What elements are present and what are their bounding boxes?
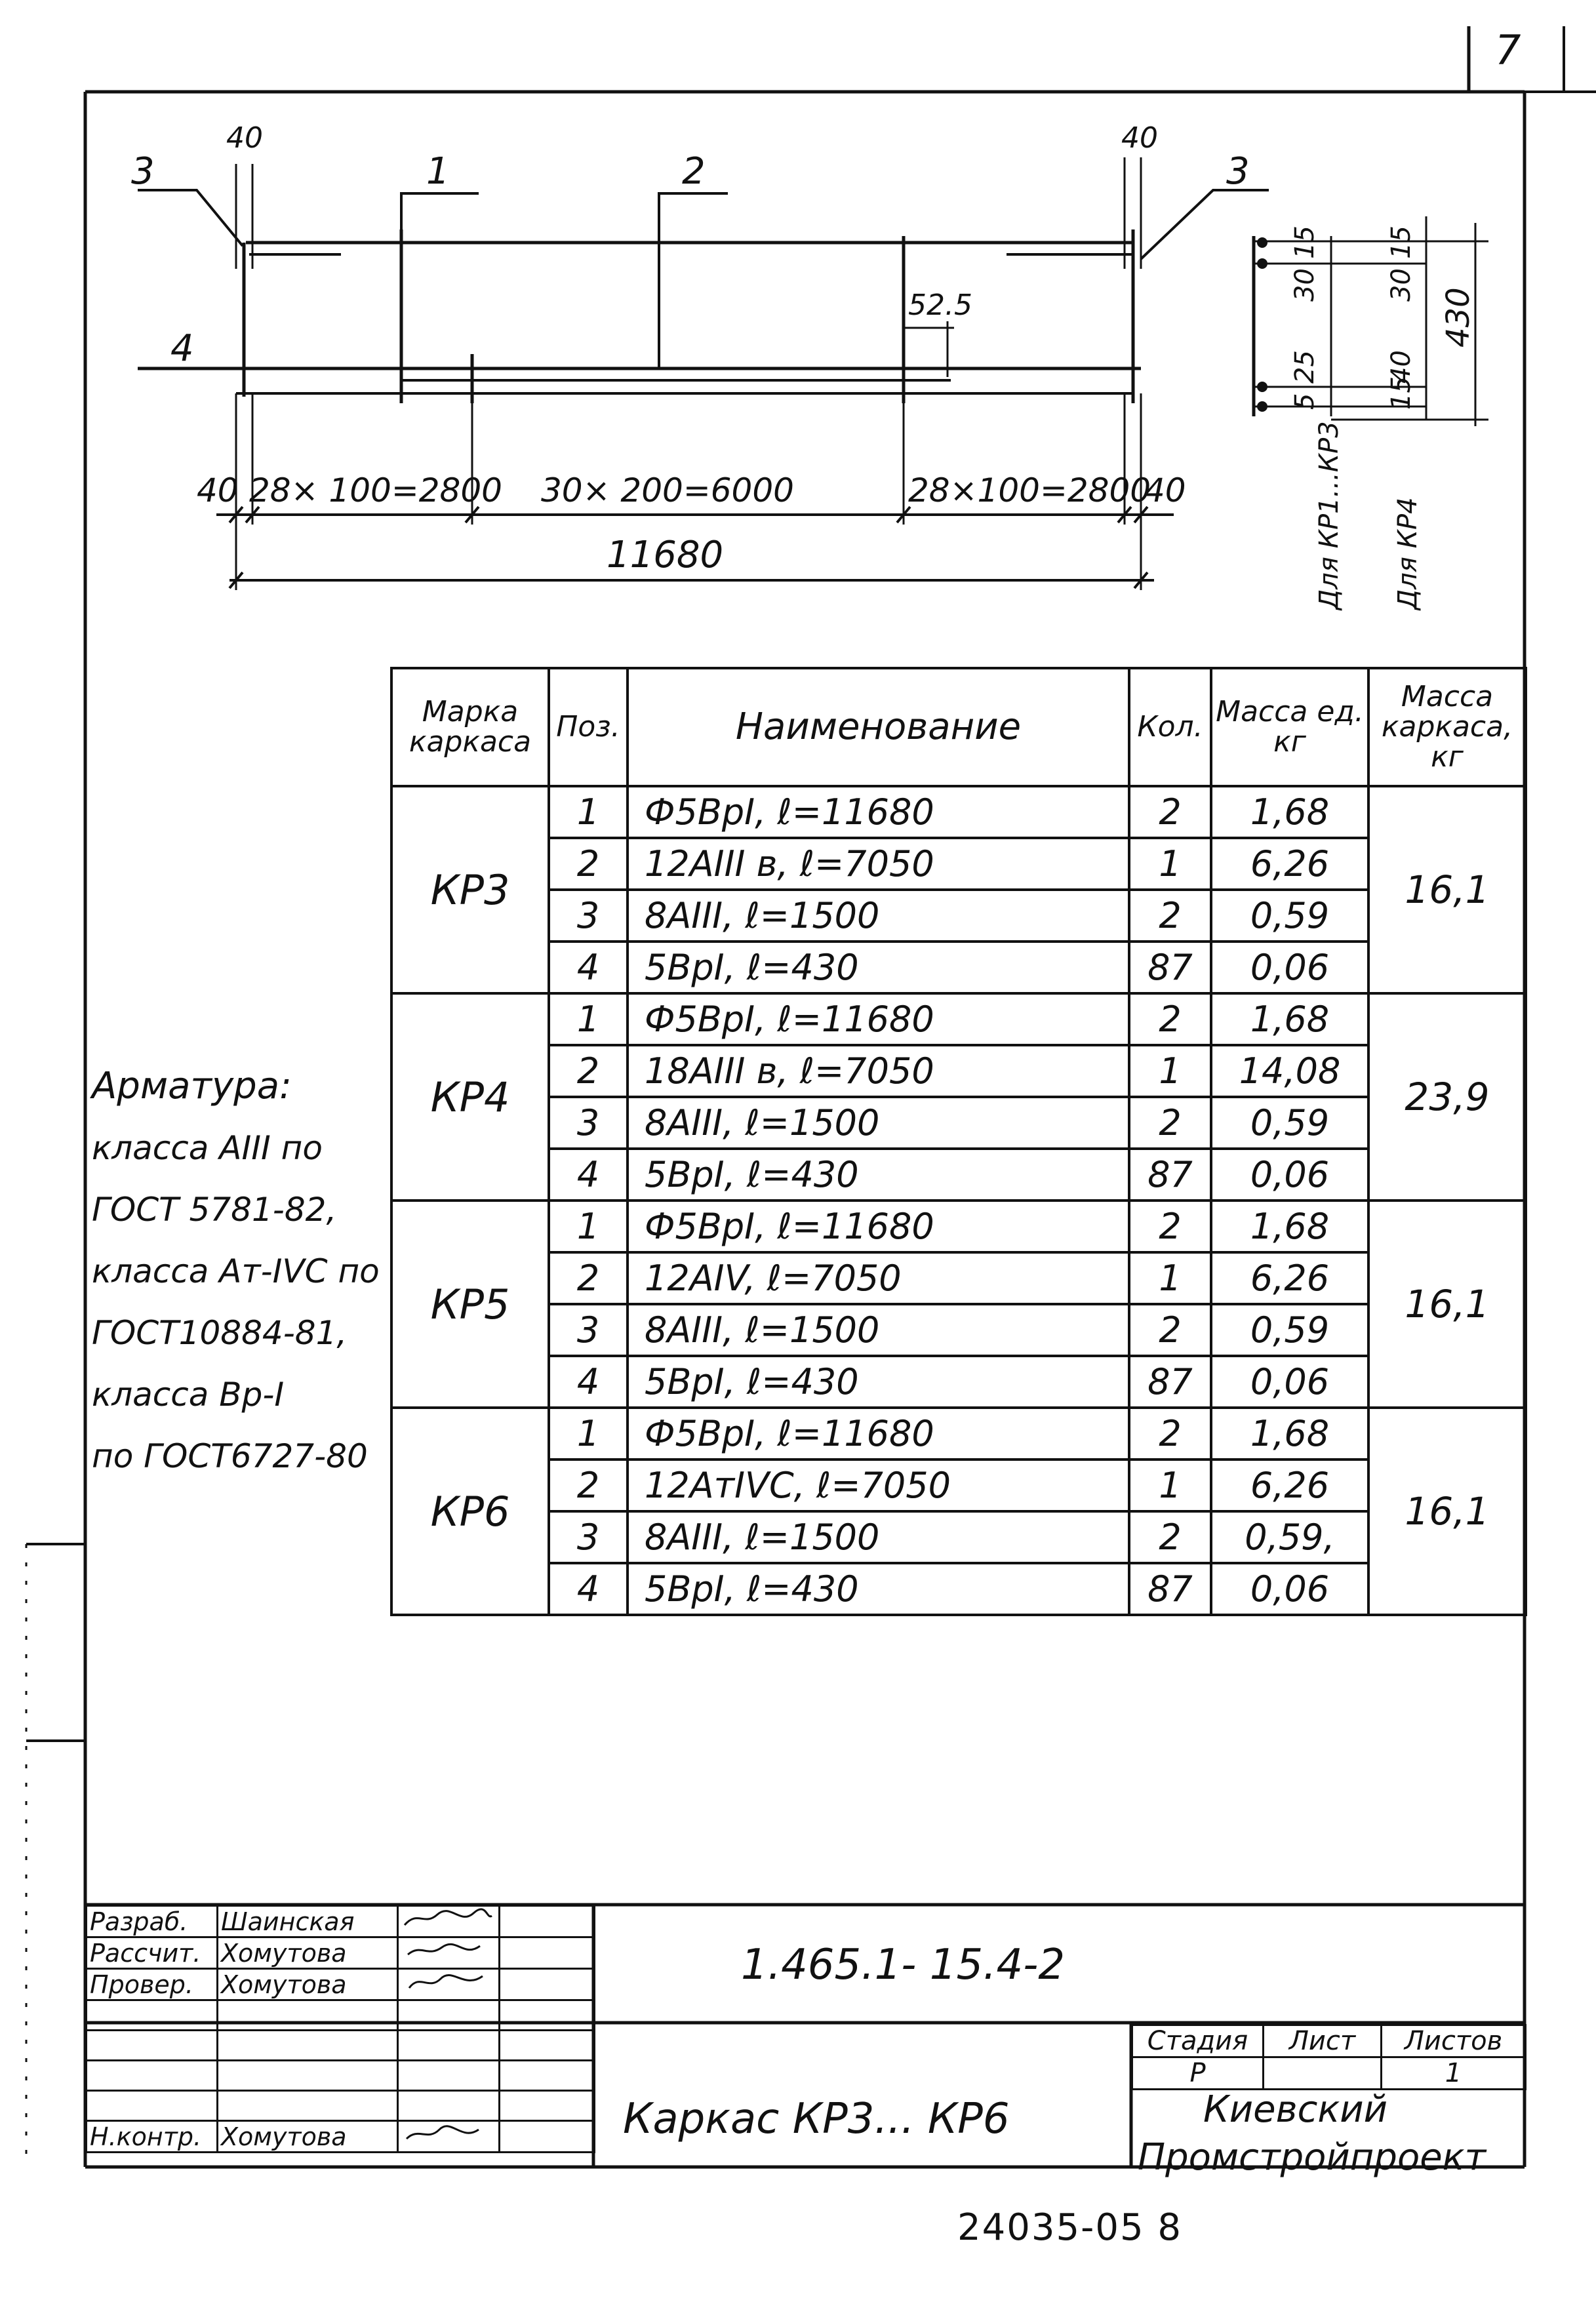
pos-cell: 1: [549, 993, 628, 1045]
dim-end-right: 40: [1144, 471, 1186, 509]
name-cell: Шаинская: [218, 1906, 398, 1937]
note-line: класса АIII по: [92, 1129, 323, 1167]
date-cell: [500, 1969, 595, 2000]
note-line: класса Вр-I: [92, 1376, 285, 1414]
sec4-d2: 30: [1386, 268, 1416, 302]
role-cell: [87, 2061, 218, 2091]
name-cell: 8АIII, ℓ=1500: [628, 1511, 1129, 1563]
name-cell: Ф5ВрI, ℓ=11680: [628, 993, 1129, 1045]
mass-cell: 0,06: [1211, 1149, 1368, 1201]
note-line: класса Ат-IVС по: [92, 1252, 380, 1290]
date-cell: [500, 2031, 595, 2061]
organization-line1: Киевский: [1203, 2088, 1388, 2131]
stage-value: Р: [1132, 2057, 1264, 2090]
pos-cell: 4: [549, 1149, 628, 1201]
mass-cell: 0,59,: [1211, 1511, 1368, 1563]
mass-cell: 0,06: [1211, 1356, 1368, 1408]
name-cell: 5ВрI, ℓ=430: [628, 1356, 1129, 1408]
sheet-label: Лист: [1264, 2025, 1382, 2057]
mass-total-cell: 23,9: [1368, 993, 1526, 1201]
callout-3-left: 3: [131, 150, 155, 193]
header-mass-total: Масса каркаса, кг: [1368, 668, 1526, 786]
sheet-value: [1264, 2057, 1382, 2090]
sec4-d4: 15: [1386, 376, 1416, 410]
name-cell: Ф5ВрI, ℓ=11680: [628, 1408, 1129, 1459]
name-cell: Ф5ВрI, ℓ=11680: [628, 786, 1129, 838]
name-cell: 8АIII, ℓ=1500: [628, 1097, 1129, 1149]
dim-pitch: 52.5: [908, 288, 972, 322]
pos-cell: 1: [549, 1408, 628, 1459]
sec1-d4: 5: [1290, 393, 1320, 410]
dim-total: 11680: [607, 534, 724, 576]
signature-row: [87, 1937, 595, 1969]
name-cell: [218, 2000, 398, 2031]
pos-cell: 1: [549, 1201, 628, 1252]
sheet-number: 7: [1495, 26, 1521, 74]
sec4-caption: Для КР4: [1393, 497, 1423, 610]
mass-cell: 6,26: [1211, 1252, 1368, 1304]
sec4-total: 430: [1440, 287, 1477, 347]
signature-cell: [398, 1937, 500, 1969]
signature-cell: [398, 2000, 500, 2031]
mass-cell: 6,26: [1211, 1459, 1368, 1511]
pos-cell: 2: [549, 1252, 628, 1304]
mass-total-cell: 16,1: [1368, 786, 1526, 993]
mass-cell: 1,68: [1211, 786, 1368, 838]
role-cell: Провер.: [87, 1969, 218, 2000]
callout-3-right: 3: [1226, 150, 1250, 193]
qty-cell: 2: [1129, 1201, 1211, 1252]
name-cell: 18АIII в, ℓ=7050: [628, 1045, 1129, 1097]
qty-cell: 2: [1129, 1304, 1211, 1356]
role-cell: Разраб.: [87, 1906, 218, 1937]
role-cell: Рассчит.: [87, 1937, 218, 1969]
pos-cell: 3: [549, 1304, 628, 1356]
signature-cell: [398, 2091, 500, 2121]
mass-cell: 0,06: [1211, 942, 1368, 993]
date-cell: [500, 2091, 595, 2121]
signature-row: [87, 1969, 595, 2000]
note-line: Арматура:: [92, 1065, 292, 1107]
qty-cell: 1: [1129, 1459, 1211, 1511]
qty-cell: 2: [1129, 1097, 1211, 1149]
date-cell: [500, 1937, 595, 1969]
signature-row: [87, 1906, 595, 1937]
pos-cell: 4: [549, 942, 628, 993]
mass-cell: 1,68: [1211, 1408, 1368, 1459]
note-line: по ГОСТ6727-80: [92, 1437, 368, 1475]
stage-label: Стадия: [1132, 2025, 1264, 2057]
signature-row: [87, 2031, 595, 2061]
pos-cell: 2: [549, 1045, 628, 1097]
header-name: Наименование: [628, 668, 1129, 786]
date-cell: [500, 2000, 595, 2031]
mass-total-cell: 16,1: [1368, 1408, 1526, 1615]
name-cell: [218, 2031, 398, 2061]
mass-total-cell: 16,1: [1368, 1201, 1526, 1408]
dim-top-right: 40: [1121, 121, 1158, 155]
sec1-d1: 15: [1290, 226, 1320, 259]
mass-cell: 1,68: [1211, 993, 1368, 1045]
role-cell: Н.контр.: [87, 2121, 218, 2153]
name-cell: Хомутова: [218, 2121, 398, 2153]
role-cell: [87, 2000, 218, 2031]
name-cell: 12АтIVС, ℓ=7050: [628, 1459, 1129, 1511]
dim-end-left: 40: [197, 471, 239, 509]
mass-cell: 0,59: [1211, 1097, 1368, 1149]
mass-cell: 0,59: [1211, 890, 1368, 942]
note-line: ГОСТ10884-81,: [92, 1314, 348, 1352]
name-cell: 12АIII в, ℓ=7050: [628, 838, 1129, 890]
pos-cell: 4: [549, 1563, 628, 1615]
sec4-d3: 40: [1386, 350, 1416, 384]
signature-cell: [398, 1906, 500, 1937]
header-pos: Поз.: [549, 668, 628, 786]
name-cell: Хомутова: [218, 1969, 398, 2000]
date-cell: [500, 1906, 595, 1937]
sec1-d2: 30: [1290, 268, 1320, 302]
name-cell: 8АIII, ℓ=1500: [628, 1304, 1129, 1356]
pos-cell: 3: [549, 890, 628, 942]
name-cell: 12АIV, ℓ=7050: [628, 1252, 1129, 1304]
qty-cell: 1: [1129, 838, 1211, 890]
qty-cell: 2: [1129, 786, 1211, 838]
qty-cell: 87: [1129, 1356, 1211, 1408]
pos-cell: 4: [549, 1356, 628, 1408]
archive-code: 24035-05 8: [957, 2206, 1183, 2249]
name-cell: [218, 2091, 398, 2121]
date-cell: [500, 2061, 595, 2091]
mass-cell: 14,08: [1211, 1045, 1368, 1097]
role-cell: [87, 2031, 218, 2061]
signature-cell: [398, 1969, 500, 2000]
name-cell: [218, 2061, 398, 2091]
mass-cell: 0,59: [1211, 1304, 1368, 1356]
name-cell: 5ВрI, ℓ=430: [628, 1149, 1129, 1201]
qty-cell: 2: [1129, 1511, 1211, 1563]
callout-2: 2: [682, 150, 706, 193]
signature-cell: [398, 2031, 500, 2061]
signature-row: [87, 2000, 595, 2031]
mass-cell: 0,06: [1211, 1563, 1368, 1615]
qty-cell: 87: [1129, 1563, 1211, 1615]
callout-4: 4: [170, 327, 194, 370]
sec4-d1: 15: [1386, 226, 1416, 259]
title-block-signatures: [85, 1905, 595, 2153]
header-qty: Кол.: [1129, 668, 1211, 786]
stage-sheet-table: [1131, 2024, 1526, 2090]
document-code: 1.465.1- 15.4-2: [741, 1941, 1066, 1989]
pos-cell: 2: [549, 838, 628, 890]
note-line: ГОСТ 5781-82,: [92, 1191, 337, 1229]
qty-cell: 1: [1129, 1045, 1211, 1097]
qty-cell: 87: [1129, 942, 1211, 993]
dim-seg3: 28×100=2800: [908, 471, 1151, 509]
signature-row: [87, 2121, 595, 2153]
qty-cell: 1: [1129, 1252, 1211, 1304]
mark-cell: КР6: [391, 1408, 549, 1615]
role-cell: [87, 2091, 218, 2121]
dim-seg2: 30× 200=6000: [541, 471, 794, 509]
pos-cell: 2: [549, 1459, 628, 1511]
organization-line2: Промстройпроект: [1138, 2136, 1486, 2179]
mass-cell: 1,68: [1211, 1201, 1368, 1252]
signature-row: [87, 2091, 595, 2121]
date-cell: [500, 2121, 595, 2153]
name-cell: 5ВрI, ℓ=430: [628, 1563, 1129, 1615]
qty-cell: 2: [1129, 1408, 1211, 1459]
callout-1: 1: [426, 150, 450, 193]
document-title: Каркас КР3... КР6: [623, 2095, 1010, 2143]
name-cell: 8АIII, ℓ=1500: [628, 890, 1129, 942]
name-cell: Хомутова: [218, 1937, 398, 1969]
header-mass-unit: Масса ед. кг: [1211, 668, 1368, 786]
qty-cell: 2: [1129, 993, 1211, 1045]
sec1-d3: 25: [1290, 350, 1320, 384]
dim-seg1: 28× 100=2800: [249, 471, 502, 509]
sec1-caption: Для КР1...КР3: [1314, 421, 1344, 610]
mass-cell: 6,26: [1211, 838, 1368, 890]
dim-top-left: 40: [226, 121, 263, 155]
mark-cell: КР3: [391, 786, 549, 993]
sheets-label: Листов: [1382, 2025, 1526, 2057]
signature-row: [87, 2061, 595, 2091]
qty-cell: 87: [1129, 1149, 1211, 1201]
header-mark: Марка каркаса: [391, 668, 549, 786]
qty-cell: 2: [1129, 890, 1211, 942]
mark-cell: КР4: [391, 993, 549, 1201]
name-cell: Ф5ВрI, ℓ=11680: [628, 1201, 1129, 1252]
name-cell: 5ВрI, ℓ=430: [628, 942, 1129, 993]
pos-cell: 3: [549, 1097, 628, 1149]
pos-cell: 3: [549, 1511, 628, 1563]
mark-cell: КР5: [391, 1201, 549, 1408]
signature-cell: [398, 2121, 500, 2153]
sheets-value: 1: [1382, 2057, 1526, 2090]
signature-cell: [398, 2061, 500, 2091]
pos-cell: 1: [549, 786, 628, 838]
